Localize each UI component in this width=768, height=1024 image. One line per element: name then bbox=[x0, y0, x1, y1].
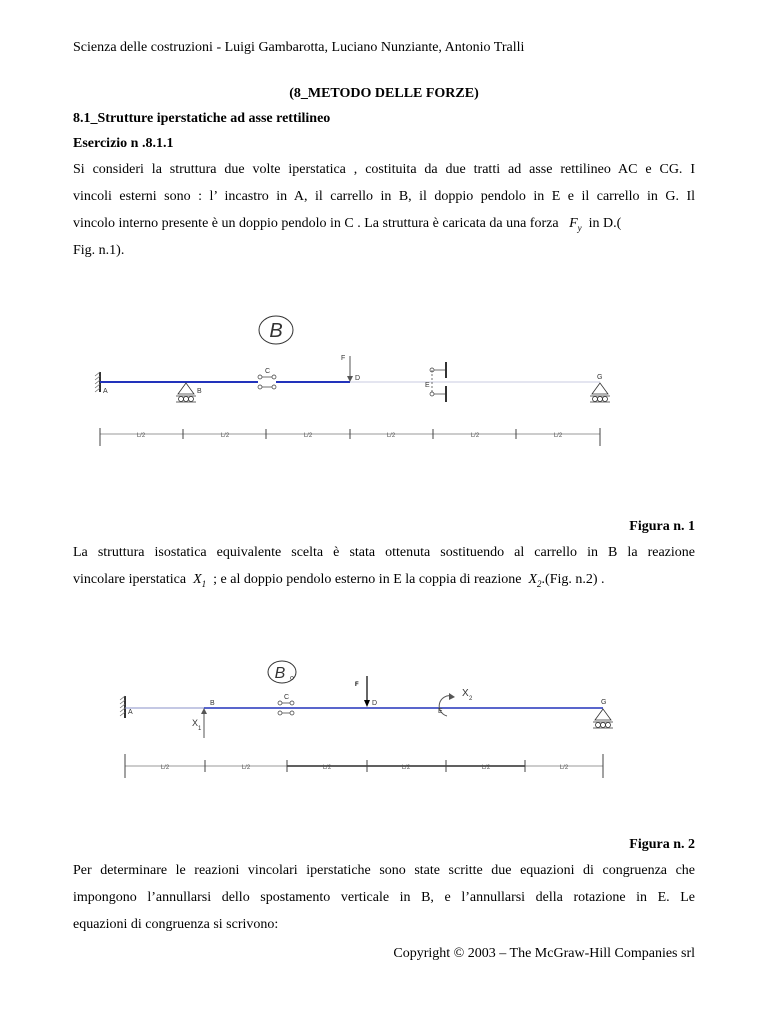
figure-label-subscript: o bbox=[290, 675, 294, 682]
reaction-subscript-1: 1 bbox=[201, 579, 207, 589]
node-label-B: B bbox=[210, 700, 215, 707]
reaction-label-x1: X bbox=[192, 718, 199, 728]
figure-1-diagram bbox=[0, 300, 768, 460]
force-label: F bbox=[341, 355, 346, 362]
force-label: F bbox=[355, 682, 359, 688]
dimension-label: L/2 bbox=[401, 765, 411, 771]
dimension-label: L/2 bbox=[220, 433, 230, 439]
node-label-E: E bbox=[438, 708, 443, 715]
reaction-symbol-x1: X bbox=[193, 572, 202, 587]
roller-support-G bbox=[590, 383, 610, 402]
text-span: vincolo interno presente è un doppio pendolo in C . La struttura è caricata da una forza bbox=[73, 216, 559, 231]
dimension-label: L/2 bbox=[136, 433, 146, 439]
paragraph-line: Per determinare le reazioni vincolari iperstatiche sono state scritte due equazioni di congruenza che bbox=[73, 863, 695, 878]
dimension-label: L/2 bbox=[470, 433, 480, 439]
force-symbol: F bbox=[569, 216, 578, 231]
node-label-C: C bbox=[265, 368, 271, 375]
roller-support-B bbox=[176, 383, 196, 402]
node-label-D: D bbox=[355, 375, 361, 382]
reaction-subscript-2: 2 bbox=[537, 579, 542, 589]
running-header: Scienza delle costruzioni - Luigi Gambarotta, Luciano Nunziante, Antonio Tralli bbox=[73, 40, 525, 55]
node-label-G: G bbox=[601, 699, 607, 706]
force-subscript: y bbox=[577, 223, 582, 233]
dimension-label: L/2 bbox=[303, 433, 313, 439]
paragraph-1 bbox=[73, 156, 695, 264]
figure-1-caption: Figura n. 1 bbox=[629, 519, 695, 534]
figure-2-caption: Figura n. 2 bbox=[629, 837, 695, 852]
node-label-B: B bbox=[197, 388, 202, 395]
paragraph-line: impongono l’annullarsi dello spostamento verticale in B, e l’annullarsi della rotazione in E. Le bbox=[73, 890, 695, 905]
text-span: in D.( bbox=[588, 216, 622, 231]
dimension-label: L/2 bbox=[481, 765, 491, 771]
dimension-label: L/2 bbox=[559, 765, 569, 771]
reaction-subscript-x1: 1 bbox=[198, 726, 202, 732]
paragraph-line: La struttura isostatica equivalente scelta è stata ottenuta sostituendo al carrello in B la reazione bbox=[73, 545, 695, 560]
chapter-title: (8_METODO DELLE FORZE) bbox=[289, 86, 479, 101]
node-label-E: E bbox=[425, 382, 430, 389]
exercise-title: Esercizio n .8.1.1 bbox=[73, 136, 174, 151]
paragraph-line bbox=[73, 210, 695, 237]
paragraph-line: Si consideri la struttura due volte iperstatica , costituita da due tratti ad asse rettilineo AC e CG. I bbox=[73, 162, 695, 177]
text-span: .(Fig. n.2) . bbox=[541, 572, 605, 587]
dimension-label: L/2 bbox=[553, 433, 563, 439]
dimension-label: L/2 bbox=[386, 433, 396, 439]
paragraph-line bbox=[73, 566, 695, 593]
force-arrowhead bbox=[364, 700, 370, 707]
paragraph-line: equazioni di congruenza si scrivono: bbox=[73, 917, 279, 932]
figure-label-B: B bbox=[274, 665, 286, 682]
couple-subscript-x2: 2 bbox=[469, 696, 473, 702]
node-label-A: A bbox=[128, 709, 133, 716]
node-label-G: G bbox=[597, 374, 603, 381]
dimension-label: L/2 bbox=[160, 765, 170, 771]
node-label-A: A bbox=[103, 388, 108, 395]
double-pendulum-C bbox=[258, 375, 276, 389]
text-span: vincolare iperstatica bbox=[73, 572, 187, 587]
paragraph-line: Fig. n.1). bbox=[73, 243, 125, 258]
paragraph-line: vincoli esterni sono : l’ incastro in A, il carrello in B, il doppio pendolo in E e il carrello in G. Il bbox=[73, 189, 695, 204]
couple-label-x2: X bbox=[462, 688, 469, 699]
paragraph-2 bbox=[73, 539, 695, 593]
copyright-footer: Copyright © 2003 – The McGraw-Hill Companies srl bbox=[393, 946, 695, 961]
node-label-C: C bbox=[284, 694, 290, 701]
dimension-label: L/2 bbox=[322, 765, 332, 771]
figure-2-diagram bbox=[0, 650, 768, 790]
roller-support-G bbox=[593, 709, 613, 728]
reaction-symbol-x2: X bbox=[528, 572, 538, 587]
text-span: ; e al doppio pendolo esterno in E la coppia di reazione bbox=[213, 572, 522, 587]
node-label-D: D bbox=[372, 700, 378, 707]
reaction-arrowhead bbox=[201, 708, 207, 714]
couple-arrowhead bbox=[449, 693, 455, 700]
figure-label-B: B bbox=[269, 320, 283, 342]
dimension-label: L/2 bbox=[241, 765, 251, 771]
section-title: 8.1_Strutture iperstatiche ad asse rettilineo bbox=[73, 111, 331, 126]
paragraph-3 bbox=[73, 857, 695, 938]
